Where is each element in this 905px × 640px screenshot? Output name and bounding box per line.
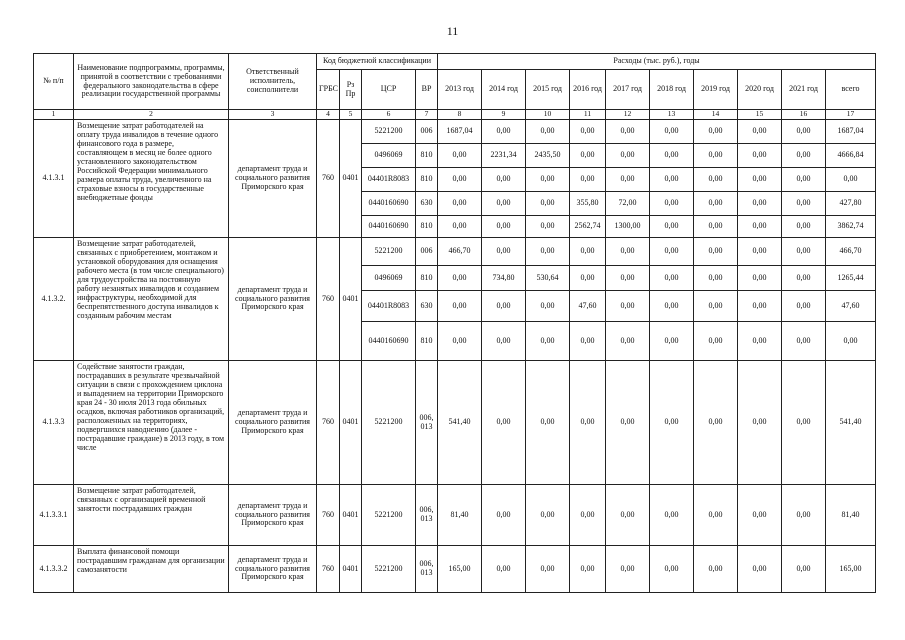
row-year-value: 0,00: [606, 361, 650, 485]
row-executor: департамент труда и социального развития Приморского края: [229, 485, 317, 546]
row-year-value: 0,00: [650, 192, 694, 216]
row-name: Возмещение затрат работодателей, связанных с организацией временной занятости пострадавших граждан: [74, 485, 229, 546]
row-vr: 810: [416, 322, 438, 361]
row-year-value: 0,00: [782, 322, 826, 361]
row-vr: 810: [416, 168, 438, 192]
row-year-value: 0,00: [526, 120, 570, 144]
column-number: 17: [826, 110, 876, 120]
column-number: 16: [782, 110, 826, 120]
row-csr: 5221200: [362, 361, 416, 485]
row-year-value: 165,00: [438, 546, 482, 593]
row-vr: 810: [416, 144, 438, 168]
row-total: 466,70: [826, 238, 876, 266]
row-vr: 810: [416, 216, 438, 238]
row-grbs: 760: [317, 546, 340, 593]
row-year-value: 0,00: [694, 266, 738, 291]
row-year-value: 0,00: [694, 546, 738, 593]
row-vr: 006, 013: [416, 485, 438, 546]
row-year-value: 0,00: [526, 546, 570, 593]
table-row: [34, 546, 876, 593]
row-year-value: 0,00: [694, 216, 738, 238]
row-vr: 630: [416, 192, 438, 216]
row-number: 4.1.3.3: [34, 361, 74, 485]
row-year-value: 0,00: [438, 144, 482, 168]
row-year-value: 81,40: [438, 485, 482, 546]
column-number: 12: [606, 110, 650, 120]
row-year-value: 0,00: [570, 168, 606, 192]
column-number: 15: [738, 110, 782, 120]
row-year-value: 0,00: [738, 238, 782, 266]
header-rzpr: Рз Пр: [340, 70, 362, 110]
column-number: 1: [34, 110, 74, 120]
row-year-value: 0,00: [738, 546, 782, 593]
row-year-value: 0,00: [606, 238, 650, 266]
row-year-value: 0,00: [694, 168, 738, 192]
row-year-value: 0,00: [482, 291, 526, 322]
row-year-value: 0,00: [526, 192, 570, 216]
row-year-value: 0,00: [482, 120, 526, 144]
row-year-value: 0,00: [606, 120, 650, 144]
row-year-value: 0,00: [782, 291, 826, 322]
row-year-value: 0,00: [606, 485, 650, 546]
row-number: 4.1.3.1: [34, 120, 74, 238]
column-number: 14: [694, 110, 738, 120]
row-year-value: 0,00: [526, 216, 570, 238]
row-csr: 5221200: [362, 546, 416, 593]
row-year-value: 0,00: [738, 168, 782, 192]
row-year-value: 0,00: [482, 546, 526, 593]
row-name: Выплата финансовой помощи пострадавшим гражданам для организации самозанятости: [74, 546, 229, 593]
row-year-value: 0,00: [782, 361, 826, 485]
row-name: Содействие занятости граждан, пострадавших в результате чрезвычайной ситуации в связи с прохождением циклона и выпадением на территории Приморского края 24 - 30 июля 2013 года обильных осадков, включая работников организаций, расположенных на территориях, подвергшихся наводнению (далее - пострадавшие граждане) в 2013 году, в том числе: [74, 361, 229, 485]
row-year-value: 0,00: [570, 120, 606, 144]
column-number-row: [34, 110, 876, 120]
row-grbs: 760: [317, 485, 340, 546]
row-year-value: 0,00: [570, 322, 606, 361]
row-rzpr: 0401: [340, 361, 362, 485]
row-year-value: 0,00: [570, 361, 606, 485]
row-year-value: 0,00: [526, 238, 570, 266]
column-number: 2: [74, 110, 229, 120]
row-year-value: 466,70: [438, 238, 482, 266]
row-rzpr: 0401: [340, 485, 362, 546]
row-total: 0,00: [826, 168, 876, 192]
table-row: [34, 120, 876, 144]
row-grbs: 760: [317, 238, 340, 361]
row-year-value: 1687,04: [438, 120, 482, 144]
table-row: [34, 361, 876, 485]
row-vr: 006: [416, 120, 438, 144]
column-number: 7: [416, 110, 438, 120]
row-year-value: 0,00: [438, 322, 482, 361]
header-year: 2013 год: [438, 70, 482, 110]
row-year-value: 0,00: [570, 546, 606, 593]
row-year-value: 0,00: [570, 485, 606, 546]
row-csr: 5221200: [362, 485, 416, 546]
row-year-value: 0,00: [526, 361, 570, 485]
header-vr: ВР: [416, 70, 438, 110]
row-year-value: 0,00: [782, 485, 826, 546]
row-year-value: 0,00: [482, 322, 526, 361]
row-year-value: 2562,74: [570, 216, 606, 238]
row-year-value: 0,00: [694, 322, 738, 361]
row-total: 0,00: [826, 322, 876, 361]
row-executor: департамент труда и социального развития Приморского края: [229, 120, 317, 238]
row-grbs: 760: [317, 361, 340, 485]
row-vr: 006, 013: [416, 546, 438, 593]
row-year-value: 0,00: [782, 120, 826, 144]
row-executor: департамент труда и социального развития Приморского края: [229, 546, 317, 593]
row-year-value: 0,00: [570, 266, 606, 291]
row-csr: 0496069: [362, 144, 416, 168]
column-number: 4: [317, 110, 340, 120]
row-year-value: 1300,00: [606, 216, 650, 238]
row-year-value: 0,00: [694, 485, 738, 546]
row-year-value: 0,00: [482, 192, 526, 216]
header-year: 2015 год: [526, 70, 570, 110]
row-year-value: 0,00: [694, 120, 738, 144]
row-year-value: 0,00: [606, 322, 650, 361]
header-year: 2014 год: [482, 70, 526, 110]
row-csr: 0496069: [362, 266, 416, 291]
row-total: 47,60: [826, 291, 876, 322]
row-year-value: 0,00: [782, 168, 826, 192]
row-rzpr: 0401: [340, 238, 362, 361]
row-year-value: 0,00: [606, 291, 650, 322]
row-year-value: 734,80: [482, 266, 526, 291]
row-csr: 5221200: [362, 238, 416, 266]
row-vr: 006: [416, 238, 438, 266]
header-year: 2021 год: [782, 70, 826, 110]
row-vr: 810: [416, 266, 438, 291]
row-year-value: 0,00: [694, 238, 738, 266]
row-year-value: 0,00: [606, 266, 650, 291]
row-grbs: 760: [317, 120, 340, 238]
row-year-value: 0,00: [738, 485, 782, 546]
row-year-value: 72,00: [606, 192, 650, 216]
row-year-value: 530,64: [526, 266, 570, 291]
row-year-value: 0,00: [782, 238, 826, 266]
page-number: 11: [446, 24, 459, 38]
row-year-value: 0,00: [606, 144, 650, 168]
row-year-value: 0,00: [694, 144, 738, 168]
row-executor: департамент труда и социального развития Приморского края: [229, 361, 317, 485]
row-csr: 5221200: [362, 120, 416, 144]
row-year-value: 0,00: [738, 361, 782, 485]
column-number: 6: [362, 110, 416, 120]
row-year-value: 0,00: [650, 291, 694, 322]
row-year-value: 0,00: [694, 291, 738, 322]
row-year-value: 0,00: [606, 546, 650, 593]
row-csr: 04401R8083: [362, 168, 416, 192]
table-row: [34, 238, 876, 266]
column-number: 3: [229, 110, 317, 120]
column-number: 11: [570, 110, 606, 120]
row-year-value: 0,00: [438, 168, 482, 192]
row-year-value: 0,00: [694, 192, 738, 216]
row-csr: 04401R8083: [362, 291, 416, 322]
header-csr: ЦСР: [362, 70, 416, 110]
column-number: 13: [650, 110, 694, 120]
row-year-value: 0,00: [738, 144, 782, 168]
row-name: Возмещение затрат работодателей, связанных с приобретением, монтажом и установкой оборудования для оснащения рабочего места (в том числе специального) для трудоустройства на постоянную работу незанятых инвалидов и созданием инфраструктуры, необходимой для беспрепятственного доступа инвалидов к созданным рабочим местам: [74, 238, 229, 361]
row-year-value: 0,00: [650, 546, 694, 593]
row-year-value: 0,00: [526, 485, 570, 546]
header-grbs: ГРБС: [317, 70, 340, 110]
header-year: 2020 год: [738, 70, 782, 110]
row-year-value: 0,00: [482, 361, 526, 485]
row-rzpr: 0401: [340, 120, 362, 238]
row-year-value: 0,00: [738, 322, 782, 361]
row-year-value: 47,60: [570, 291, 606, 322]
row-year-value: 0,00: [650, 144, 694, 168]
row-year-value: 0,00: [694, 361, 738, 485]
row-year-value: 541,40: [438, 361, 482, 485]
row-total: 1265,44: [826, 266, 876, 291]
row-csr: 0440160690: [362, 192, 416, 216]
row-year-value: 0,00: [738, 216, 782, 238]
row-year-value: 0,00: [526, 168, 570, 192]
column-number: 9: [482, 110, 526, 120]
column-number: 10: [526, 110, 570, 120]
header-executor: Ответственный исполнитель, соисполнители: [229, 54, 317, 110]
row-year-value: 0,00: [738, 266, 782, 291]
row-year-value: 0,00: [438, 291, 482, 322]
row-total: 165,00: [826, 546, 876, 593]
column-number: 5: [340, 110, 362, 120]
header-year: 2016 год: [570, 70, 606, 110]
row-total: 541,40: [826, 361, 876, 485]
row-year-value: 0,00: [650, 266, 694, 291]
row-year-value: 0,00: [570, 238, 606, 266]
header-no: № п/п: [34, 54, 74, 110]
row-year-value: 0,00: [650, 238, 694, 266]
row-year-value: 2231,34: [482, 144, 526, 168]
row-year-value: 0,00: [650, 216, 694, 238]
row-csr: 0440160690: [362, 322, 416, 361]
row-year-value: 0,00: [482, 216, 526, 238]
row-year-value: 0,00: [782, 266, 826, 291]
row-rzpr: 0401: [340, 546, 362, 593]
row-total: 427,80: [826, 192, 876, 216]
header-year: 2018 год: [650, 70, 694, 110]
column-number: 8: [438, 110, 482, 120]
row-year-value: 0,00: [482, 238, 526, 266]
row-number: 4.1.3.3.2: [34, 546, 74, 593]
row-year-value: 0,00: [782, 216, 826, 238]
row-total: 81,40: [826, 485, 876, 546]
header-total: всего: [826, 70, 876, 110]
row-year-value: 0,00: [482, 485, 526, 546]
header-name: Наименование подпрограммы, программы, принятой в соответствии с требованиями федерального законодательства в сфере реализации государственной программы: [74, 54, 229, 110]
row-executor: департамент труда и социального развития Приморского края: [229, 238, 317, 361]
header-year: 2019 год: [694, 70, 738, 110]
header-expenses: Расходы (тыс. руб.), годы: [438, 54, 876, 70]
row-year-value: 0,00: [738, 120, 782, 144]
row-csr: 0440160690: [362, 216, 416, 238]
row-year-value: 2435,50: [526, 144, 570, 168]
header-budget-code: Код бюджетной классификации: [317, 54, 438, 70]
row-vr: 630: [416, 291, 438, 322]
row-year-value: 0,00: [650, 361, 694, 485]
row-year-value: 0,00: [650, 322, 694, 361]
row-number: 4.1.3.2.: [34, 238, 74, 361]
row-year-value: 0,00: [570, 144, 606, 168]
row-year-value: 0,00: [782, 192, 826, 216]
row-year-value: 0,00: [738, 192, 782, 216]
row-year-value: 0,00: [650, 120, 694, 144]
row-total: 4666,84: [826, 144, 876, 168]
row-year-value: 0,00: [438, 266, 482, 291]
row-year-value: 0,00: [650, 485, 694, 546]
budget-table: [33, 53, 876, 593]
row-year-value: 0,00: [438, 216, 482, 238]
header-year: 2017 год: [606, 70, 650, 110]
row-year-value: 0,00: [782, 546, 826, 593]
row-year-value: 0,00: [526, 322, 570, 361]
row-year-value: 0,00: [738, 291, 782, 322]
row-year-value: 0,00: [482, 168, 526, 192]
table-row: [34, 485, 876, 546]
row-year-value: 355,80: [570, 192, 606, 216]
table-body: [34, 120, 876, 593]
row-name: Возмещение затрат работодателей на оплату труда инвалидов в течение одного финансового года в размере, составляющем в месяц не более одного установленного законодательством Российской Федерации минимального размера оплаты труда, увеличенного на страховые взносы в государственные внебюджетные фонды: [74, 120, 229, 238]
row-number: 4.1.3.3.1: [34, 485, 74, 546]
row-year-value: 0,00: [650, 168, 694, 192]
row-total: 1687,04: [826, 120, 876, 144]
row-total: 3862,74: [826, 216, 876, 238]
row-year-value: 0,00: [606, 168, 650, 192]
row-vr: 006, 013: [416, 361, 438, 485]
row-year-value: 0,00: [526, 291, 570, 322]
row-year-value: 0,00: [782, 144, 826, 168]
row-year-value: 0,00: [438, 192, 482, 216]
